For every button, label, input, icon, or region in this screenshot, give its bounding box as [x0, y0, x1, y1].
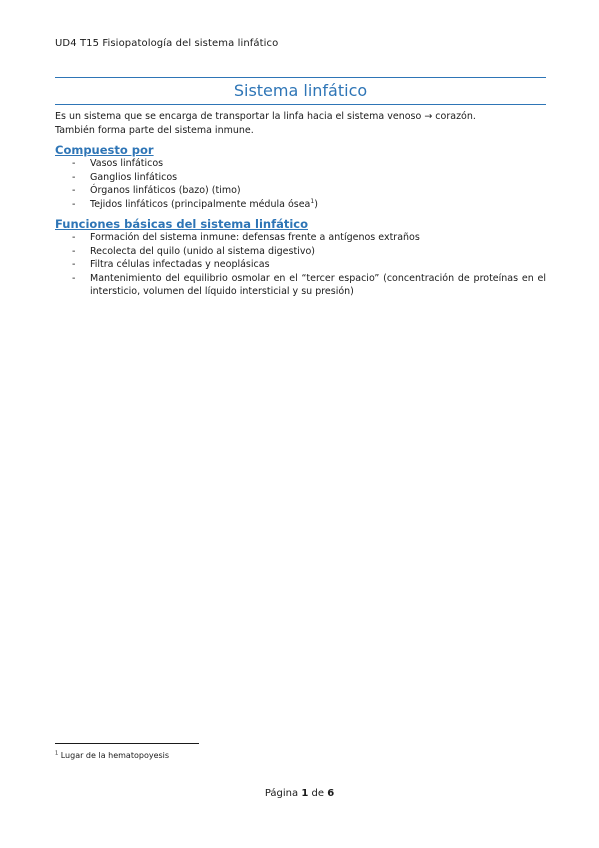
footnote-text: Lugar de la hematopoyesis	[60, 751, 170, 760]
footnote-marker: 1	[55, 750, 59, 757]
list-item-text: Formación del sistema inmune: defensas frente a antígenos extraños	[90, 232, 420, 243]
dash-bullet: -	[72, 259, 76, 270]
list-item	[55, 157, 546, 171]
list-funciones	[55, 231, 546, 299]
list-item-text: Filtra células infectadas y neoplásicas	[90, 259, 270, 270]
page-current: 1	[301, 788, 309, 799]
document-body	[55, 110, 546, 299]
dash-bullet: -	[72, 198, 76, 210]
list-item	[55, 231, 546, 245]
footnote-ref[interactable]: 1	[310, 197, 315, 205]
list-item-suffix: )	[314, 198, 318, 210]
list-item-text: Recolecta del quilo (unido al sistema digestivo)	[90, 245, 315, 257]
page-title: Sistema linfático	[233, 81, 368, 100]
section-heading-compuesto: Compuesto por	[55, 143, 154, 157]
title-block	[55, 77, 546, 105]
page-of: de	[311, 788, 324, 799]
list-item-text: Ganglios linfáticos	[90, 171, 178, 183]
list-item	[55, 258, 546, 272]
list-item	[55, 171, 546, 185]
section-heading-funciones: Funciones básicas del sistema linfático	[55, 217, 308, 231]
page-total: 6	[327, 788, 335, 799]
intro-line-2: También forma parte del sistema inmune.	[55, 124, 254, 136]
intro-paragraph	[55, 110, 546, 137]
list-item-text: Vasos linfáticos	[90, 158, 164, 169]
dash-bullet: -	[72, 272, 76, 284]
dash-bullet: -	[72, 171, 76, 183]
list-item-text: Mantenimiento del equilibrio osmolar en el “tercer espacio” (concentración de proteínas en el intersticio, volumen del líquido intersticial y su presión)	[90, 272, 546, 297]
list-item	[55, 198, 546, 212]
dash-bullet: -	[72, 245, 76, 257]
page-header: UD4 T15 Fisiopatología del sistema linfático	[55, 38, 279, 49]
page-label: Página	[264, 788, 299, 799]
list-item-text: Tejidos linfáticos (principalmente médula ósea	[90, 198, 311, 210]
list-item-text: Órganos linfáticos (bazo) (timo)	[90, 185, 241, 196]
list-item	[55, 184, 546, 198]
list-item	[55, 245, 546, 259]
intro-line-1: Es un sistema que se encarga de transportar la linfa hacia el sistema venoso → corazón.	[55, 111, 476, 122]
dash-bullet: -	[72, 158, 76, 169]
dash-bullet: -	[72, 232, 76, 243]
footnote-divider	[55, 743, 199, 744]
list-item	[55, 272, 546, 299]
footnote	[55, 751, 169, 760]
list-compuesto	[55, 157, 546, 211]
page-number	[0, 788, 599, 799]
dash-bullet: -	[72, 185, 76, 196]
